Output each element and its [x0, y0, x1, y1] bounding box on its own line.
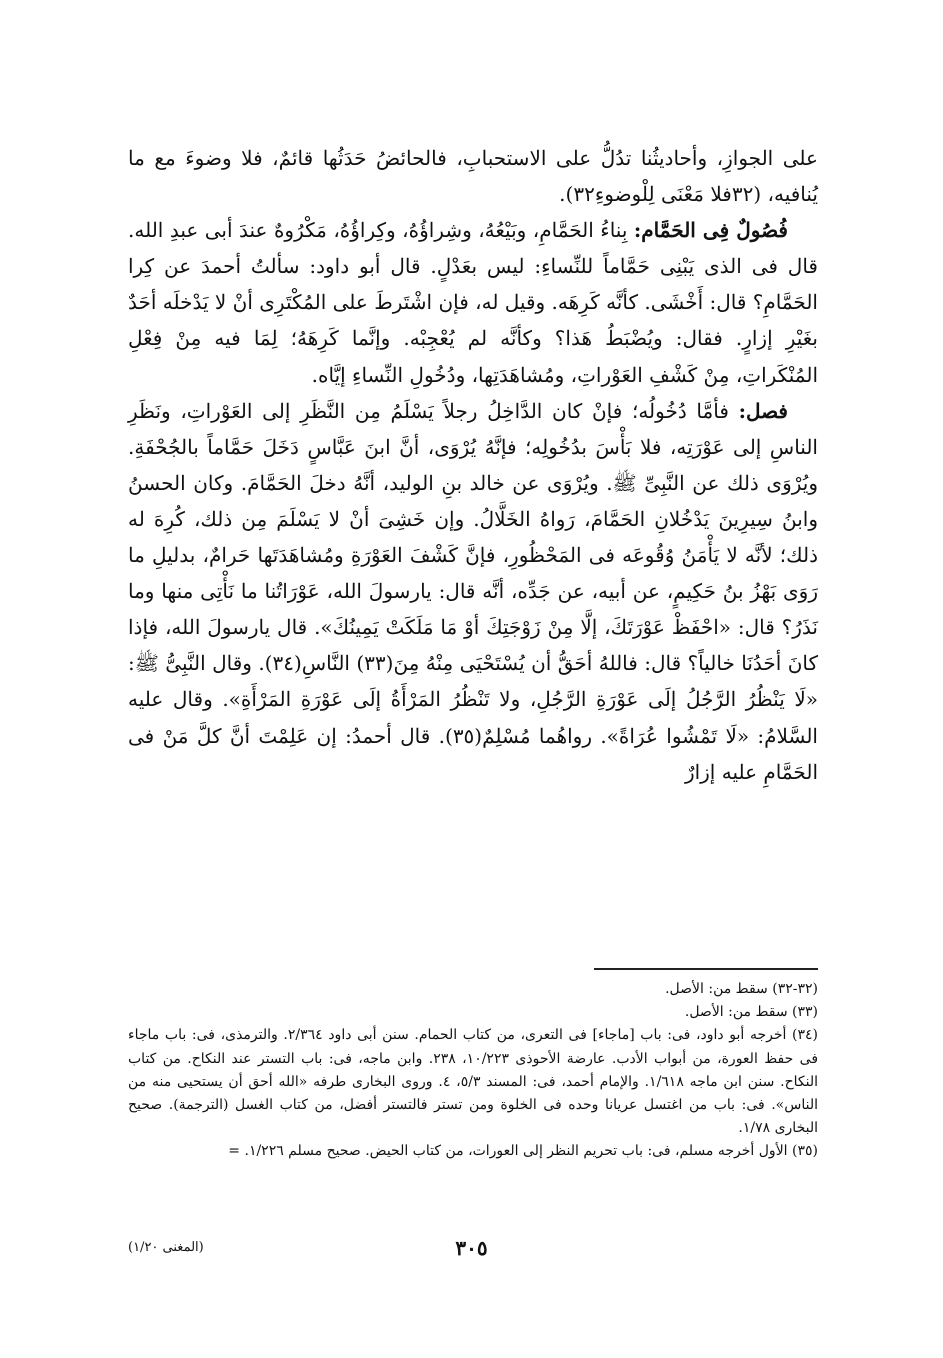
paragraph-3-text: فأمَّا دُخُولُه؛ فإنْ كان الدَّاخِلُ رجلاً يَسْلَمُ مِن النَّظَرِ إلى العَوْراتِ، ونَظَرِ الناسِ إلى عَوْرَتِه، فلا بَأْسَ بدُخُولِه؛ فإنَّهُ يُرْوَى، أنَّ ابنَ عَبَّاسٍ دَخَلَ حَمَّاماً بالجُحْفَةِ. ويُرْوَى ذلك عن النَّبِىِّ ﷺ. ويُرْوَى عن خالد بنِ الوليد، أنَّهُ دخلَ الحَمَّامَ. وكان الحسنُ وابنُ سِيرِينَ يَدْخُلانِ الحَمَّامَ، رَواهُ الخَلَّالُ. وإن خَشِىَ أنْ لا يَسْلَمَ مِن ذلك، كُرِهَ له ذلك؛ لأنَّه لا يَأْمَنُ وُقُوعَه فى المَحْظُورِ، فإنَّ كَشْفَ العَوْرَةِ ومُشاهَدَتَها حَرامٌ، بدليلِ ما رَوَى بَهْزُ بنُ حَكِيمٍ، عن أبيه، عن جَدِّه، أنَّه قال: يارسولَ الله، عَوْرَاتُنا ما نَأْتِى منها وما نَذَرُ؟ قال: «احْفَظْ عَوْرَتَكَ، إلَّا مِنْ زَوْجَتِكَ أوْ مَا مَلَكَتْ يَمِينُكَ». قال يارسولَ الله، فإذا كانَ أحَدُنَا خالياً؟ قال: فاللهُ أحَقُّ أن يُسْتَحْيَى مِنْهُ مِنَ(٣٣) النَّاسِ(٣٤). وقال النَّبِىُّ ﷺ: «لَا يَنْظُرُ الرَّجُلُ إلَى عَوْرَةِ الرَّجُلِ، ولا تَنْظُرُ المَرْأَةُ إلَى عَوْرَةِ المَرْأَةِ». وقال عليه السَّلامُ: «لَا تَمْشُوا عُرَاةً». رواهُما مُسْلِمٌ(٣٥). قال أحمدُ: إن عَلِمْتَ أنَّ كلَّ مَنْ فى الحَمَّامِ عليه إزارٌ	[128, 398, 819, 784]
paragraph-2	[128, 212, 818, 392]
footnote-33: (٣٣) سقط من: الأصل.	[684, 1004, 818, 1021]
footnote-35: (٣٥) الأول أخرجه مسلم، فى: باب تحريم النظر إلى العورات، من كتاب الحيض. صحيح مسلم ١/٢٢٦. =	[228, 1143, 818, 1160]
footnote-34: (٣٤) أخرجه أبو داود، فى: باب [ماجاء] فى التعرى، من كتاب الحمام. سنن أبى داود ٢/٣٦٤. والترمذى، فى: باب ماجاء فى حفظ العورة، من أبواب الأدب. عارضة الأحوذى ١٠/٢٢٣، ٢٣٨. وابن ماجه، فى: باب التستر عند النكاح. من كتاب النكاح. سنن ابن ماجه ١/٦١٨. والإمام أحمد، فى: المسند ٥/٣، ٤. وروى البخارى طرفه «الله أحق أن يستحيى منه من الناس». فى: باب من اغتسل عريانا وحده فى الخلوة ومن تستر فالتستر أفضل، من كتاب الغسل (الترجمة). صحيح البخارى ١/٧٨.	[128, 1027, 819, 1137]
main-text	[128, 140, 818, 790]
print-signature: (المغنى ١/٢٠)	[128, 1240, 204, 1255]
section-heading-bath-chapters: فُصُولٌ فِى الحَمَّام:	[633, 218, 788, 243]
page-number: ٣٠٥	[455, 1236, 488, 1260]
footnotes	[128, 978, 818, 1164]
paragraph-3	[128, 393, 818, 790]
footnote-divider	[594, 968, 818, 970]
footnote-32: (٣٢-٣٢) سقط من: الأصل.	[665, 981, 818, 997]
paragraph-2-text: بِناءُ الحَمَّامِ، وبَيْعُهُ، وشِراؤُهُ، وكِراؤُهُ، مَكْرُوهٌ عندَ أبى عبدِ الله. قال فى الذى يَبْنِى حَمَّاماً للنِّساءِ: ليس بعَدْلٍ. قال أبو داود: سألتُ أحمدَ عن كِرا الحَمَّامِ؟ قال: أَخْشَى. كأنَّه كَرِهَه. وقيل له، فإن اشْتَرطَ على المُكْتَرِى أنْ لا يَدْخلَه أحَدٌ بغَيْرِ إزارٍ. فقال: ويُضْبَطُ هَذا؟ وكأنَّه لم يُعْجِبْه. وإنَّما كَرِهَهُ؛ لِمَا فيه مِنْ فِعْلِ المُنْكَراتِ، مِنْ كَشْفِ العَوْراتِ، ومُشاهَدَتِها، ودُخُولِ النِّساءِ إيَّاه.	[128, 218, 818, 387]
paragraph-1: على الجوازِ، وأحاديثُنا تدُلُّ على الاستحبابِ، فالحائضُ حَدَثُها قائمٌ، فلا وضوءَ مع ما يُنافيه، (٣٢فلا مَعْنَى لِلْوضوءِ٣٢).	[128, 146, 818, 207]
section-heading-fasl: فصل:	[738, 398, 788, 423]
